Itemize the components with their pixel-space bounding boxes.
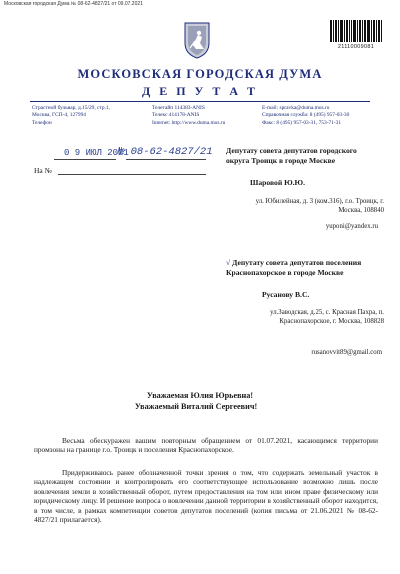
body-paragraph-1: Весьма обескуражен вашим повторным обращением от 01.07.2021, касающимся территории промзоны на границе г.о. Троицк и поселения Краснопахорское. — [34, 436, 378, 455]
recipient-1-address: ул. Юбилейная, д. 3 (ком.316), г.о. Троицк, г. Москва, 108840 — [255, 198, 384, 214]
organization-subtitle: Д Е П У Т А Т — [141, 84, 259, 98]
barcode-icon — [330, 20, 382, 42]
greeting-line-1: Уважаемая Юлия Юрьевна! — [146, 391, 254, 400]
recipient-2-title-block — [226, 258, 376, 277]
organization-name: МОСКОВСКАЯ ГОРОДСКАЯ ДУМА — [77, 67, 323, 81]
recipient-1-name: Шаровой Ю.Ю. — [250, 178, 305, 187]
header-divider — [30, 101, 370, 102]
greeting-line-2: Уважаемый Виталий Сергеевич! — [134, 402, 258, 411]
email-line: E-mail: spravka@duma.mos.ru — [262, 105, 330, 111]
document-topline: Московская городская Дума № 08-62-4827/21 от 09.07.2021 — [4, 1, 143, 7]
number-underline — [126, 159, 206, 160]
recipient-2-title: Депутату совета депутатов поселения Краснопахорское в городе Москве — [226, 258, 362, 277]
email-line: Справочная служба: 8 (495) 957-03-30 — [262, 112, 350, 119]
contact-phones — [152, 105, 225, 127]
phone-line: Internet: http://www.duma.mos.ru — [152, 119, 226, 126]
phone-line: Телетайп 114383-ANIS — [152, 105, 205, 111]
recipient-1-title: Депутату совета депутатов городского округа Троицк в городе Москве — [226, 146, 357, 165]
checkmark-icon: √ — [226, 258, 231, 267]
contact-address — [32, 105, 110, 127]
recipient-2-email: rusanovvit89@gmail.com — [311, 349, 382, 356]
recipient-1-email: yuponi@yandex.ru — [325, 223, 378, 230]
address-line: Страстной бульвар, д.15/29, стр.1, — [32, 105, 110, 111]
recipient-2-name: Русанову В.С. — [262, 290, 310, 299]
moscow-coat-of-arms-icon — [183, 21, 211, 59]
reference-underline — [58, 174, 206, 175]
email-line: Факс: 8 (495) 957-03-31, 753-71-31 — [262, 119, 342, 126]
phone-line: Телекс 414178-ANIS — [152, 112, 200, 119]
date-underline — [54, 159, 116, 160]
registration-number: № 08-62-4827/21 — [118, 146, 213, 158]
address-line: Москва, ГСП-4, 127994 — [32, 112, 86, 119]
registration-date-stamp: 0 9 ИЮЛ 2021 — [64, 148, 129, 158]
barcode-number: 21110009081 — [337, 44, 375, 50]
contact-email — [262, 105, 349, 127]
reference-label: На № — [34, 166, 52, 175]
body-paragraph-2: Придерживаюсь ранее обозначенной точки зрения о том, что содержать земельный участок в надлежащем состоянии и контролировать его соответствующее использование возможно лишь после вовлечения земли в хозяйственный оборот, путем предоставления на том или ином праве физическому или юридическому лицу. И решение вопроса о вовлечении данной территории в хозяйственный оборот находится, в том числе, в рамках компетенции советов депутатов поселений (копия письма от 21.06.2021 № 08-62-4827/21 прилагается). — [34, 468, 378, 525]
address-line: Телефон — [32, 119, 52, 126]
recipient-2-address: ул.Заводская, д.25, с. Красная Пахра, п. Краснопахорское, г. Москва, 108828 — [270, 309, 384, 325]
